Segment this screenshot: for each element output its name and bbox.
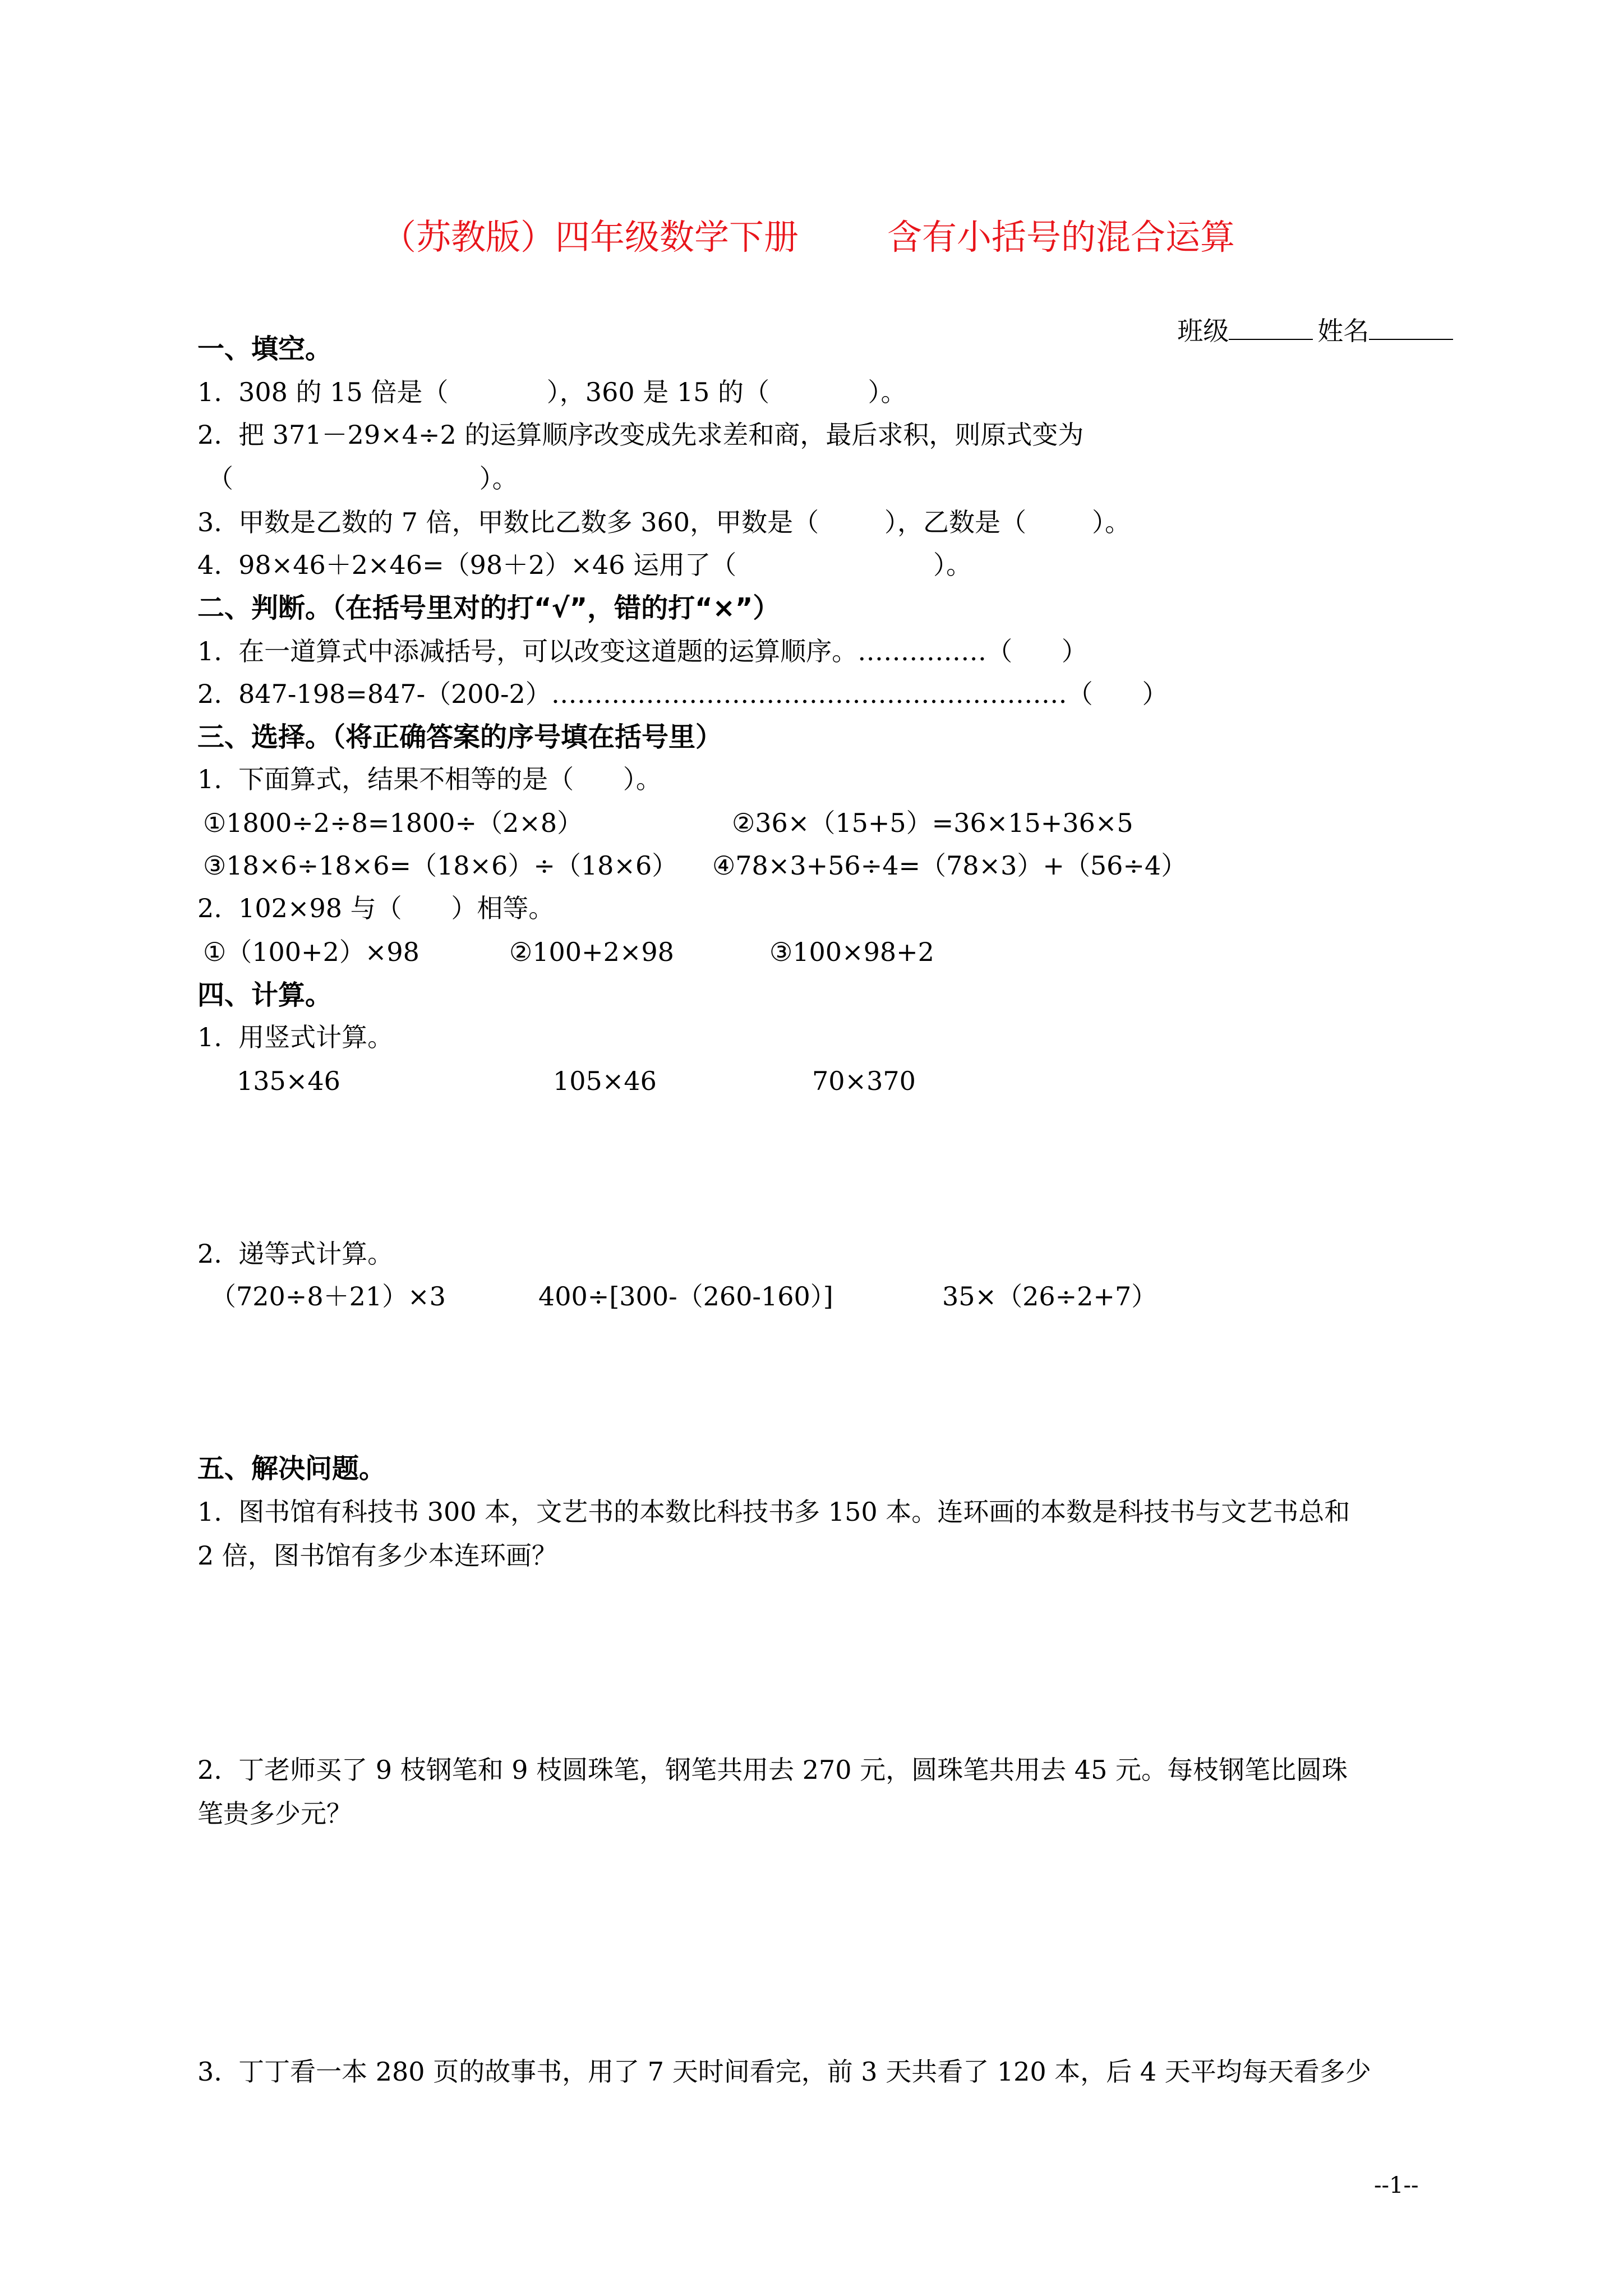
s1-question-3: 3. 甲数是乙数的 7 倍，甲数比乙数多 360，甲数是（ ），乙数是（ ）。	[197, 507, 1131, 537]
s3-option-1: ①1800÷2÷8=1800÷（2×8）	[203, 808, 583, 838]
s2-question-2: 2. 847-198=847-（200-2）……………………………………………………（ ）	[197, 679, 1168, 709]
page-title-right: 含有小括号的混合运算	[887, 217, 1235, 257]
section-5-heading: 五、解决问题。	[197, 1453, 386, 1484]
s5-problem-1-line-2: 2 倍，图书馆有多少本连环画？	[197, 1540, 557, 1571]
s1-question-2-line-1: 2. 把 371－29×4÷2 的运算顺序改变成先求差和商，最后求积，则原式变为	[197, 420, 1084, 450]
s3-option-4: ④78×3+56÷4=（78×3）+（56÷4）	[712, 850, 1187, 881]
name-blank[interactable]	[1369, 316, 1453, 340]
page-number: --1--	[1374, 2173, 1419, 2198]
class-blank[interactable]	[1229, 316, 1313, 340]
s3-choice-3: ③100×98+2	[769, 937, 934, 967]
s3-option-3: ③18×6÷18×6=（18×6）÷（18×6）	[203, 850, 678, 881]
class-name-line	[1161, 291, 1453, 344]
s3-choice-2: ②100+2×98	[509, 937, 674, 967]
page-title-left: （苏教版）四年级数学下册	[381, 217, 799, 257]
section-4-heading: 四、计算。	[197, 979, 333, 1011]
s4-question-2: 2. 递等式计算。	[197, 1239, 394, 1269]
s4-expression-1: 135×46	[237, 1066, 340, 1096]
section-1-heading: 一、填空。	[197, 333, 333, 365]
s5-problem-3: 3. 丁丁看一本 280 页的故事书，用了 7 天时间看完，前 3 天共看了 120 本，后 4 天平均每天看多少	[197, 2056, 1371, 2087]
s4-formula-2: 400÷[300-（260-160）]	[538, 1281, 833, 1312]
name-label: 姓名	[1317, 316, 1370, 346]
s4-expression-3: 70×370	[812, 1066, 916, 1096]
s5-problem-1-line-1: 1. 图书馆有科技书 300 本，文艺书的本数比科技书多 150 本。连环画的本数是科技书与文艺书总和	[197, 1497, 1350, 1527]
s1-question-1: 1. 308 的 15 倍是（ ），360 是 15 的（ ）。	[197, 377, 907, 407]
s3-choice-1: ①（100+2）×98	[203, 937, 419, 967]
s5-problem-2-line-2: 笔贵多少元？	[197, 1798, 352, 1829]
section-2-heading: 二、判断。（在括号里对的打“√”，错的打“×”）	[197, 592, 780, 624]
section-3-heading: 三、选择。（将正确答案的序号填在括号里）	[197, 721, 723, 753]
class-label: 班级	[1177, 316, 1229, 346]
s1-question-2-line-2: （ ）。	[208, 463, 518, 494]
s3-question-2: 2. 102×98 与（ ）相等。	[197, 893, 555, 923]
s4-question-1: 1. 用竖式计算。	[197, 1022, 394, 1052]
s5-problem-2-line-1: 2. 丁老师买了 9 枝钢笔和 9 枝圆珠笔，钢笔共用去 270 元，圆珠笔共用去 45 元。每枝钢笔比圆珠	[197, 1755, 1348, 1785]
s4-expression-2: 105×46	[553, 1066, 657, 1096]
s2-question-1: 1. 在一道算式中添减括号，可以改变这道题的运算顺序。……………（ ）	[197, 636, 1087, 666]
s3-option-2: ②36×（15+5）=36×15+36×5	[732, 808, 1133, 838]
s3-question-1: 1. 下面算式，结果不相等的是（ ）。	[197, 764, 662, 794]
s1-question-4: 4. 98×46＋2×46=（98＋2）×46 运用了（ ）。	[197, 550, 972, 580]
s4-formula-3: 35×（26÷2+7）	[942, 1281, 1158, 1312]
s4-formula-1: （720÷8＋21）×3	[210, 1281, 446, 1312]
